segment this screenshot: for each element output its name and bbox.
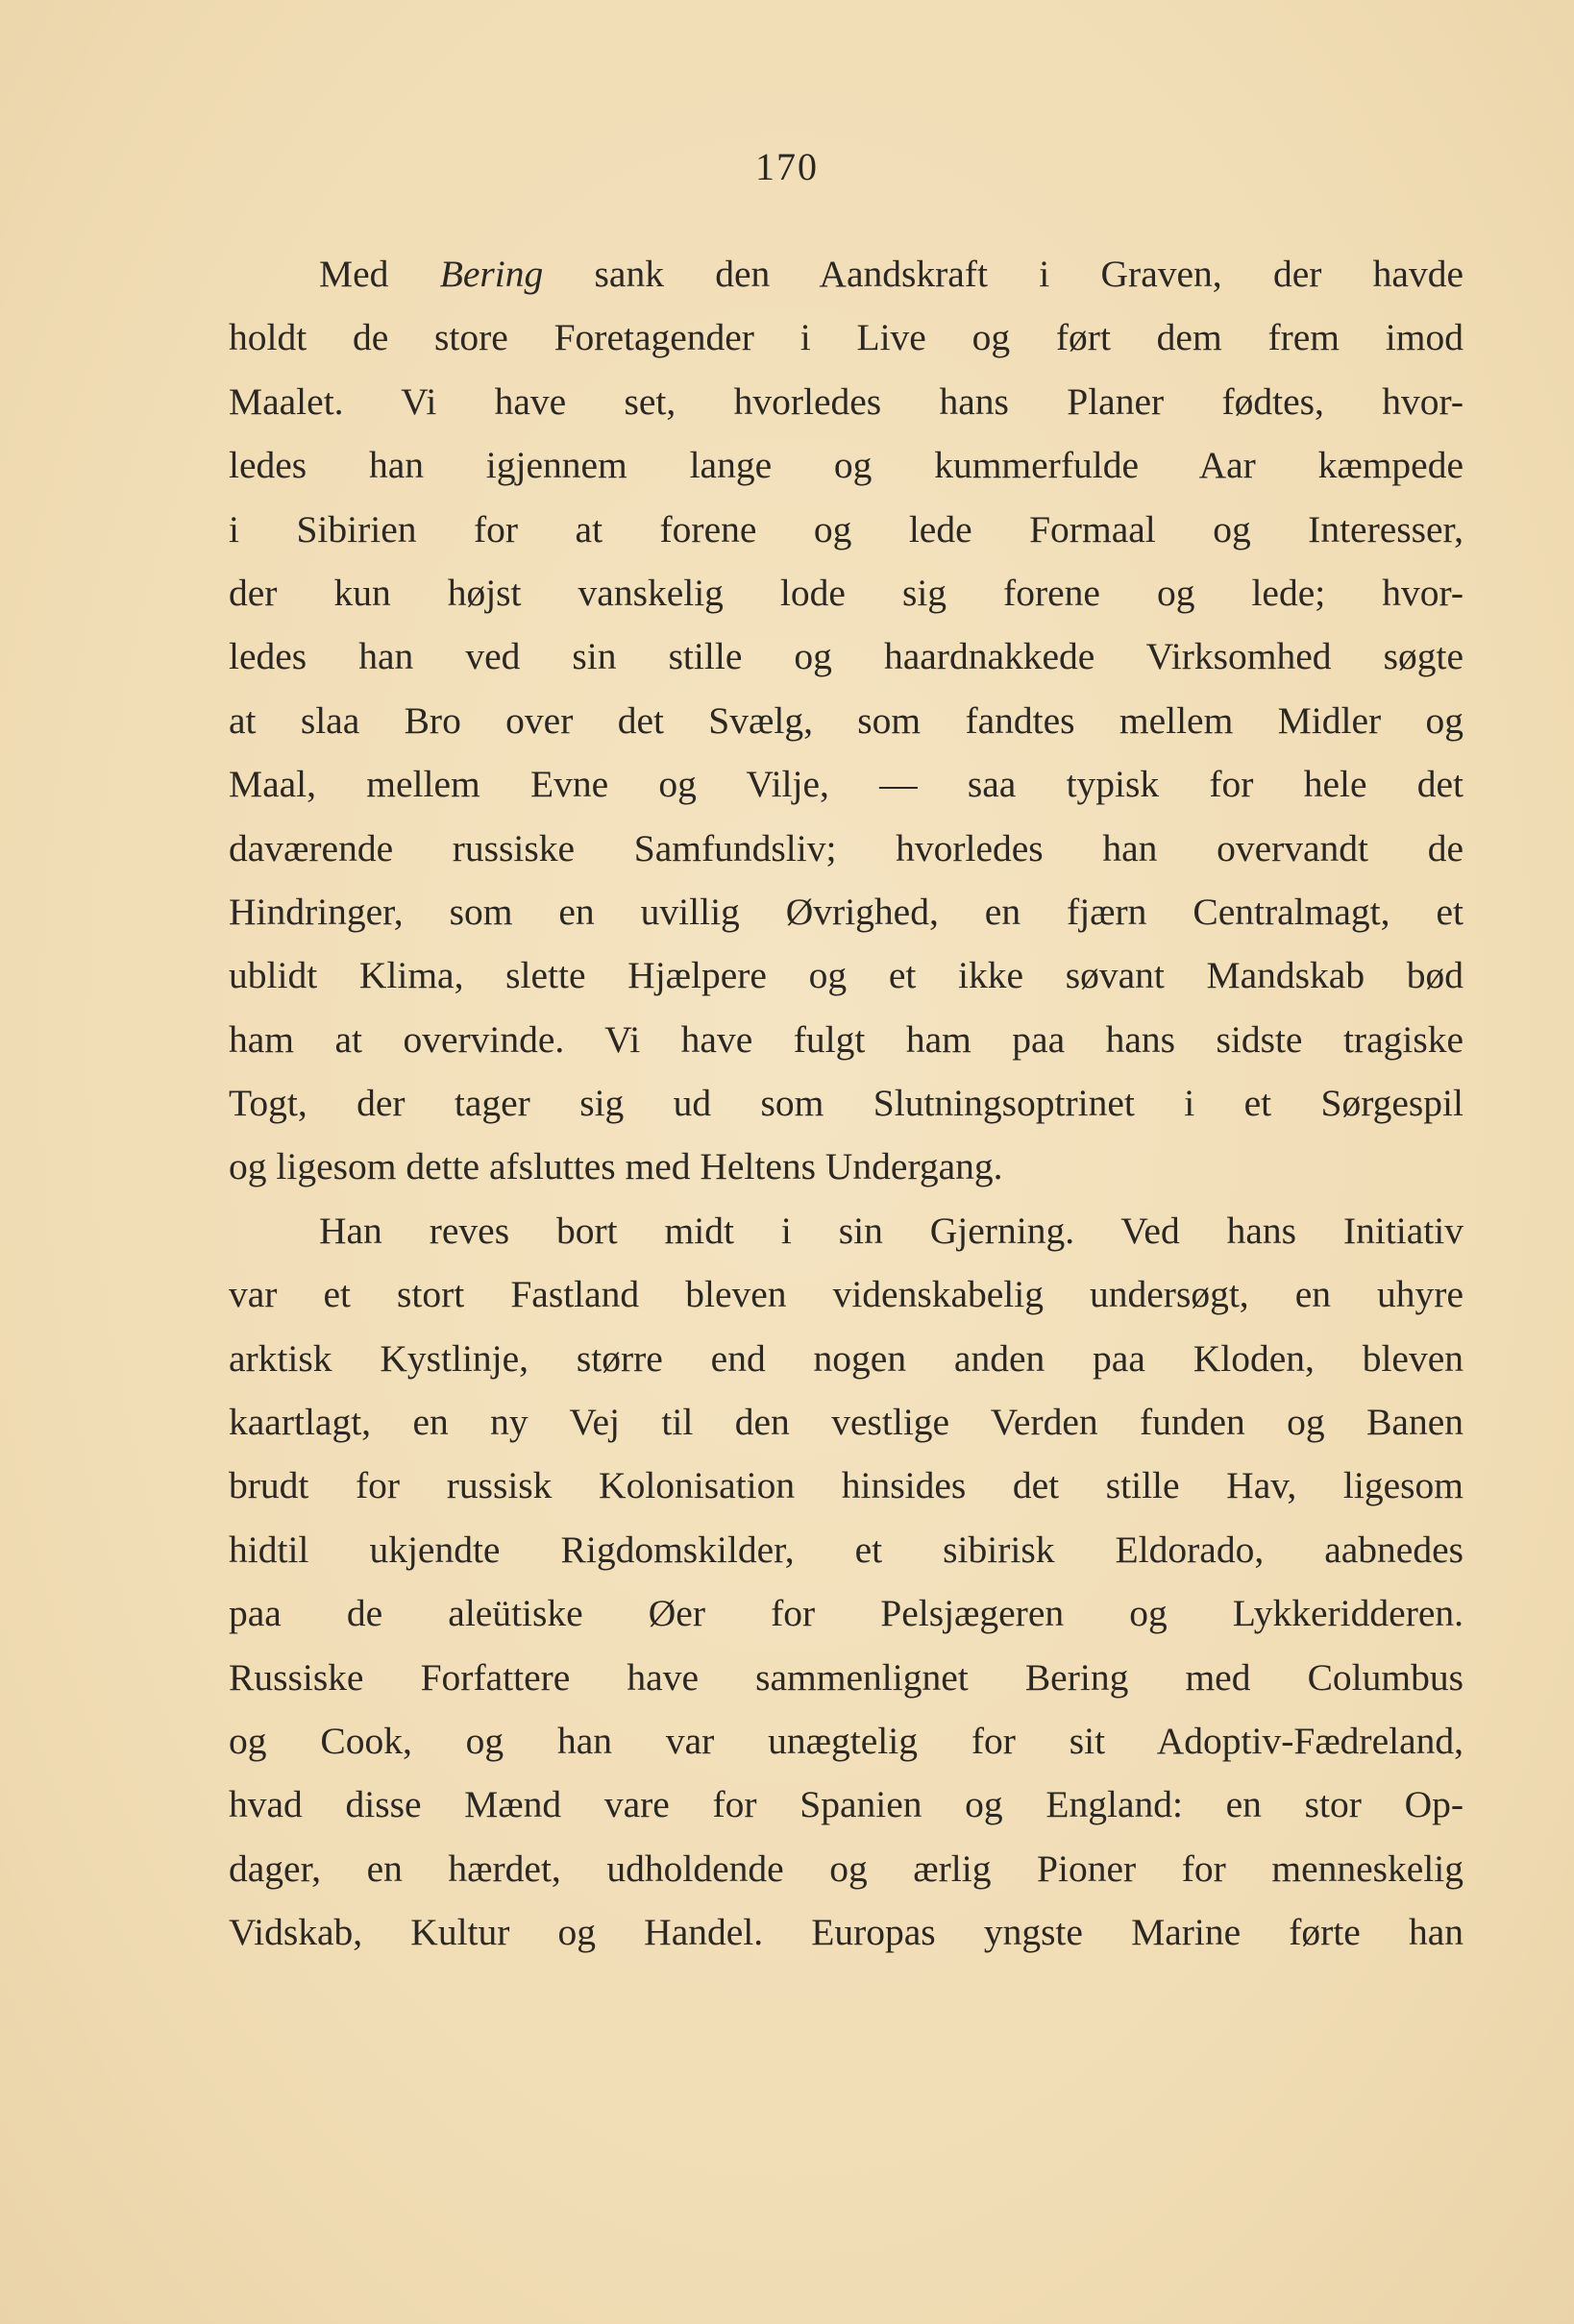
text-line: paa de aleütiske Øer for Pelsjægeren og Lykkeridderen. <box>229 1592 1463 1635</box>
text-line: daværende russiske Samfundsliv; hvorledes han overvandt de <box>229 826 1463 869</box>
text-line: holdt de store Foretagender i Live og ført dem frem imod <box>229 316 1463 359</box>
text-line: arktisk Kystlinje, større end nogen anden paa Kloden, bleven <box>229 1336 1463 1380</box>
text-line <box>229 242 1463 306</box>
text-line: Han reves bort midt i sin Gjerning. Ved hans Initiativ <box>319 1209 1463 1252</box>
text-line: Vidskab, Kultur og Handel. Europas yngste Marine førte han <box>229 1911 1463 1954</box>
italic-name: Bering <box>439 253 544 295</box>
text-line: Maalet. Vi have set, hvorledes hans Planer fødtes, hvor- <box>229 379 1463 423</box>
text-line: Hindringer, som en uvillig Øvrighed, en fjærn Centralmagt, et <box>229 890 1463 933</box>
text-line: ledes han ved sin stille og haardnakkede Virksomhed søgte <box>229 635 1463 678</box>
text-line: Maal, mellem Evne og Vilje, — saa typisk for hele det <box>229 763 1463 806</box>
text-line: dager, en hærdet, udholdende og ærlig Pioner for menneskelig <box>229 1847 1463 1890</box>
text-line: kaartlagt, en ny Vej til den vestlige Verden funden og Banen <box>229 1401 1463 1444</box>
text-line: Togt, der tager sig ud som Slutningsoptrinet i et Sørgespil <box>229 1082 1463 1125</box>
text-line: hidtil ukjendte Rigdomskilder, et sibirisk Eldorado, aabnedes <box>229 1528 1463 1571</box>
text-line: var et stort Fastland bleven videnskabelig undersøgt, en uhyre <box>229 1273 1463 1316</box>
text-fragment: sank den Aandskraft i Graven, der havde <box>543 253 1464 295</box>
body-text <box>229 242 1463 1965</box>
text-line: ublidt Klima, slette Hjælpere og et ikke søvant Mandskab bød <box>229 954 1463 997</box>
text-line: og ligesom dette afsluttes med Heltens Undergang. <box>229 1145 1003 1188</box>
text-line: at slaa Bro over det Svælg, som fandtes mellem Midler og <box>229 698 1463 742</box>
text-line: i Sibirien for at forene og lede Formaal og Interesser, <box>229 507 1463 550</box>
text-line: hvad disse Mænd vare for Spanien og England: en stor Op- <box>229 1783 1463 1826</box>
page-number: 170 <box>755 145 819 188</box>
text-line: Russiske Forfattere have sammenlignet Bering med Columbus <box>229 1655 1463 1699</box>
text-fragment: Med <box>319 253 440 295</box>
text-line: der kun højst vanskelig lode sig forene og lede; hvor- <box>229 571 1463 614</box>
text-line: og Cook, og han var unægtelig for sit Adoptiv-Fædreland, <box>229 1719 1463 1762</box>
text-line: ham at overvinde. Vi have fulgt ham paa hans sidste tragiske <box>229 1017 1463 1061</box>
text-line: brudt for russisk Kolonisation hinsides det stille Hav, ligesom <box>229 1464 1463 1507</box>
text-line: ledes han igjennem lange og kummerfulde Aar kæmpede <box>229 444 1463 487</box>
